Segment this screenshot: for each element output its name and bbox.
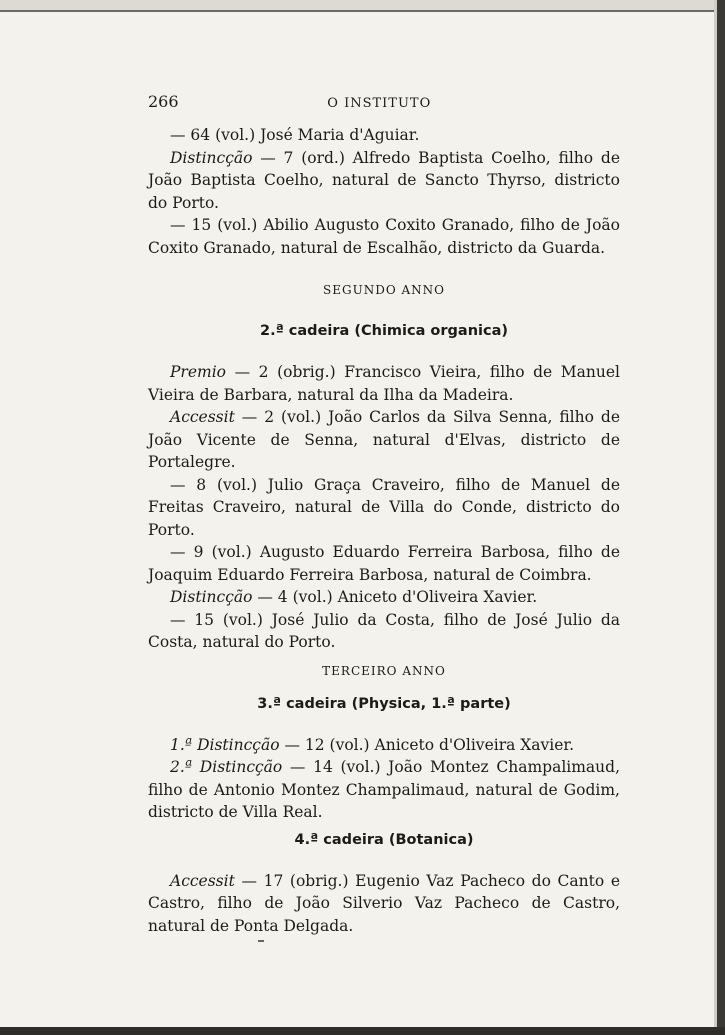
section-heading-segundo: SEGUNDO ANNO <box>323 283 445 297</box>
page-number: 266 <box>148 92 179 111</box>
cadeira-heading-chimica: 2.ª cadeira (Chimica organica) <box>259 323 508 339</box>
entry: — 9 (vol.) Augusto Eduardo Ferreira Barbosa, filho de Joaquim Eduardo Ferreira Barbosa, natural de Coimbra. <box>148 543 620 584</box>
entry: Distincção — 7 (ord.) Alfredo Baptista Coelho, filho de João Baptista Coelho, natural de Sancto Thyrso, districto do Porto. <box>148 148 620 212</box>
segundo-entries <box>148 361 620 654</box>
section-heading-terceiro: TERCEIRO ANNO <box>322 663 446 678</box>
entry: 2.ª Distincção — 14 (vol.) João Montez Champalimaud, filho de Antonio Montez Champalimaud, natural de Godim, districto de Villa Real. <box>148 758 620 821</box>
entry: Accessit — 2 (vol.) João Carlos da Silva Senna, filho de João Vicente de Senna, natural d'Elvas, districto de Portalegre. <box>148 408 620 471</box>
stray-mark <box>258 940 264 942</box>
entry: Premio — 2 (obrig.) Francisco Vieira, filho de Manuel Vieira de Barbara, natural da Ilha da Madeira. <box>148 363 620 404</box>
terceiro-entries-a <box>148 734 620 824</box>
cadeira-heading-botanica: 4.ª cadeira (Botanica) <box>294 831 474 848</box>
cadeira-heading-physica: 3.ª cadeira (Physica, 1.ª parte) <box>257 695 511 712</box>
scan-top-edge <box>0 10 725 12</box>
scan-right-edge <box>717 0 725 1035</box>
entry: — 64 (vol.) José Maria d'Aguiar. <box>170 126 420 144</box>
entry: — 15 (vol.) Abilio Augusto Coxito Granado, filho de João Coxito Granado, natural de Escalhão, districto da Guarda. <box>148 216 620 257</box>
entry: Distincção — 4 (vol.) Aniceto d'Oliveira Xavier. <box>170 588 538 606</box>
document-page <box>148 92 620 937</box>
terceiro-entries-b <box>148 870 620 938</box>
page-header <box>148 92 620 116</box>
entry: Accessit — 17 (obrig.) Eugenio Vaz Pacheco do Canto e Castro, filho de João Silverio Vaz Pacheco de Castro, natural de Ponta Delgada. <box>148 871 620 935</box>
running-title: O INSTITUTO <box>327 96 432 111</box>
entry: — 15 (vol.) José Julio da Costa, filho de José Julio da Costa, natural do Porto. <box>148 610 620 651</box>
scan-bottom-edge <box>0 1027 725 1035</box>
entry: — 8 (vol.) Julio Graça Craveiro, filho de Manuel de Freitas Craveiro, natural de Villa do Conde, districto do Porto. <box>148 475 620 539</box>
entry: 1.ª Distincção — 12 (vol.) Aniceto d'Oliveira Xavier. <box>170 735 575 754</box>
intro-block <box>148 124 620 259</box>
